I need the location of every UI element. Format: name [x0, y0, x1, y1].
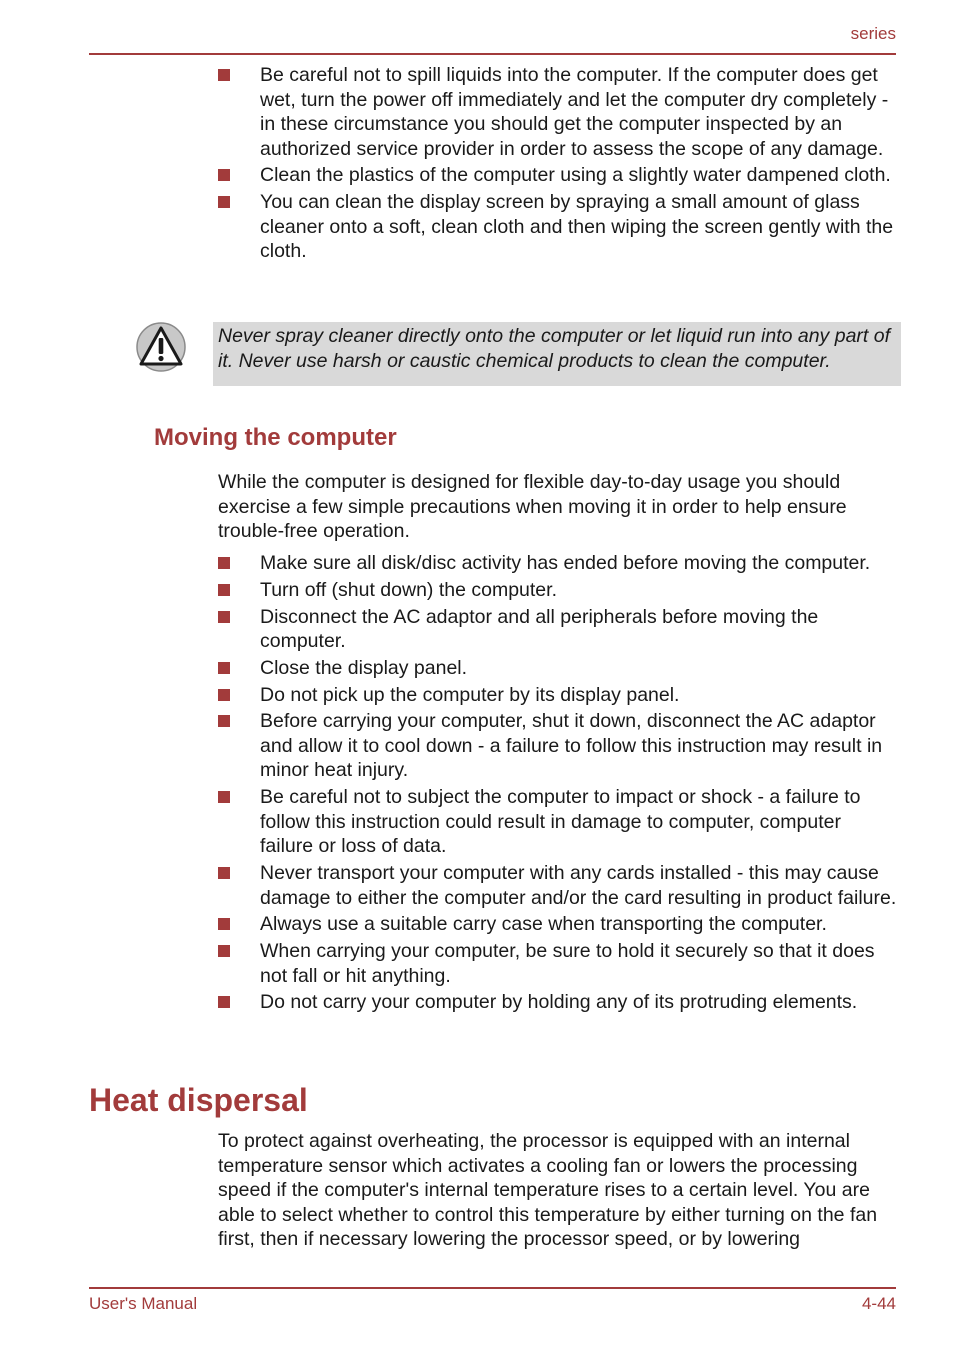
- care-list: [218, 63, 898, 266]
- bullet-icon: [218, 945, 230, 957]
- list-item-text: When carrying your computer, be sure to hold it securely so that it does not fall or hit anything.: [260, 940, 875, 987]
- list-item: [218, 912, 898, 937]
- bullet-icon: [218, 918, 230, 930]
- bullet-icon: [218, 584, 230, 596]
- list-item: [218, 709, 898, 783]
- moving-intro: While the computer is designed for flexible day-to-day usage you should exercise a few simple precautions when moving it in order to help ensure trouble-free operation.: [218, 471, 847, 542]
- heat-paragraph: To protect against overheating, the processor is equipped with an internal temperature sensor which activates a cooling fan or lowers the processing speed if the computer's internal temperature rises to a certain level. You are able to select whether to control this temperature by either turning on the fan first, then if necessary lowering the processor speed, or by lowering: [218, 1130, 878, 1250]
- warning-triangle-icon: [135, 321, 187, 373]
- list-item-text: Do not pick up the computer by its display panel.: [260, 683, 680, 706]
- list-item: [218, 190, 898, 264]
- list-item-text: Always use a suitable carry case when transporting the computer.: [260, 913, 827, 936]
- bullet-icon: [218, 611, 230, 623]
- list-item: [218, 683, 898, 708]
- bullet-icon: [218, 662, 230, 674]
- section-heading-heat: Heat dispersal: [89, 1082, 308, 1118]
- footer-manual-title: User's Manual: [89, 1294, 198, 1313]
- bullet-icon: [218, 169, 230, 181]
- list-item: [218, 578, 898, 603]
- list-item: [218, 551, 898, 576]
- bullet-icon: [218, 791, 230, 803]
- list-item-text: Do not carry your computer by holding any of its protruding elements.: [260, 991, 858, 1014]
- bullet-icon: [218, 689, 230, 701]
- page-number: 4-44: [861, 1294, 896, 1313]
- bullet-icon: [218, 715, 230, 727]
- list-item: [218, 605, 898, 654]
- bullet-icon: [218, 867, 230, 879]
- list-item-text: Never transport your computer with any cards installed - this may cause damage to either the computer and/or the card resulting in product failure.: [260, 862, 897, 909]
- list-item: [218, 990, 898, 1015]
- list-item-text: Make sure all disk/disc activity has ended before moving the computer.: [260, 552, 871, 574]
- bullet-icon: [218, 996, 230, 1008]
- moving-list: [218, 551, 898, 1017]
- header-series: series: [850, 24, 896, 43]
- list-item: [218, 785, 898, 859]
- bullet-icon: [218, 557, 230, 569]
- bullet-icon: [218, 69, 230, 81]
- section-heading-moving: Moving the computer: [154, 424, 397, 451]
- list-item-text: Before carrying your computer, shut it down, disconnect the AC adaptor and allow it to cool down - a failure to follow this instruction may result in minor heat injury.: [260, 710, 883, 782]
- list-item: [218, 163, 898, 188]
- header-rule: [89, 53, 896, 55]
- list-item: [218, 656, 898, 681]
- list-item: [218, 939, 898, 988]
- list-item-text: Be careful not to subject the computer to impact or shock - a failure to follow this instruction could result in damage to computer, computer failure or loss of data.: [260, 786, 861, 858]
- footer-rule: [89, 1287, 896, 1289]
- bullet-icon: [218, 196, 230, 208]
- list-item-text: You can clean the display screen by spraying a small amount of glass cleaner onto a soft, clean cloth and then wiping the screen gently with the cloth.: [260, 191, 894, 263]
- list-item-text: Close the display panel.: [260, 656, 468, 679]
- list-item-text: Be careful not to spill liquids into the computer. If the computer does get wet, turn the power off immediately and let the computer dry completely - in these circumstance you should get the computer inspected by an authorized service provider in order to assess the scope of any damage.: [260, 64, 889, 160]
- list-item-text: Clean the plastics of the computer using a slightly water dampened cloth.: [260, 164, 891, 187]
- list-item-text: Disconnect the AC adaptor and all peripherals before moving the computer.: [260, 605, 819, 653]
- list-item-text: Turn off (shut down) the computer.: [260, 578, 557, 601]
- warning-text: Never spray cleaner directly onto the computer or let liquid run into any part of it. Never use harsh or caustic chemical products to clean the computer.: [218, 325, 891, 372]
- list-item: [218, 861, 898, 910]
- list-item: [218, 63, 898, 161]
